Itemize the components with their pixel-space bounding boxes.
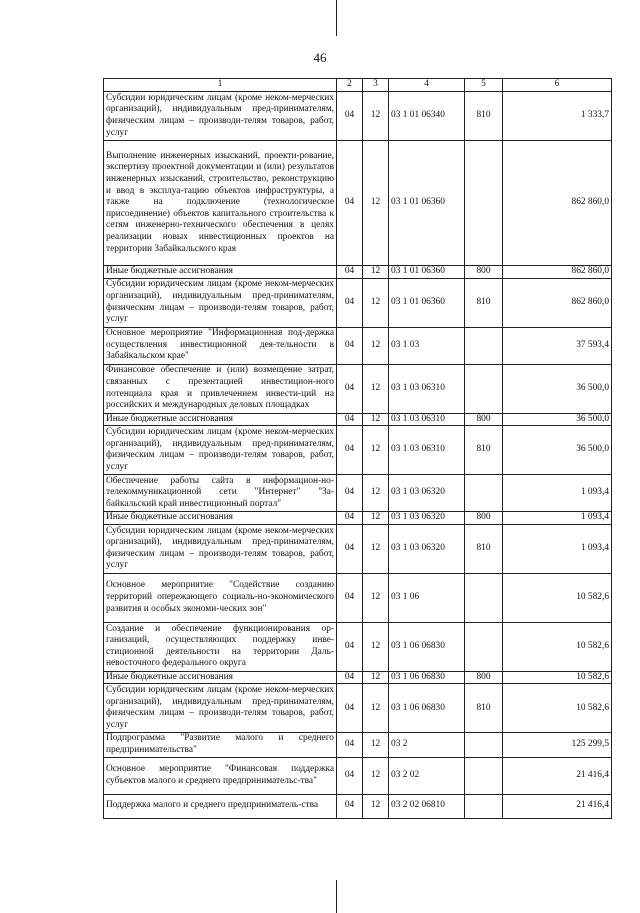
- col-header-expense-type: 5: [465, 79, 503, 92]
- row-subsection-cell: 12: [363, 622, 389, 671]
- row-amount-cell: 10 582,6: [503, 671, 612, 684]
- row-subsection-cell: 12: [363, 266, 389, 279]
- row-amount-cell: 36 500,0: [503, 364, 612, 413]
- row-section-cell: 04: [337, 92, 363, 141]
- row-subsection-cell: 12: [363, 684, 389, 733]
- row-expense-type-cell: [465, 364, 503, 413]
- row-target-article-cell: 03 1 01 06360: [389, 266, 465, 279]
- row-expense-type-cell: 800: [465, 413, 503, 426]
- table-row: [104, 327, 612, 364]
- table-row: [104, 475, 612, 512]
- row-name-cell: Субсидии юридическим лицам (кроме неком-мерческих организаций), индивидуальным пред-принимателям, физическим лицам – производи-телям товаров, работ, услуг: [104, 524, 337, 573]
- row-target-article-cell: 03 2 02: [389, 757, 465, 794]
- page-number: 46: [313, 50, 327, 65]
- row-section-cell: 04: [337, 757, 363, 794]
- row-section-cell: 04: [337, 733, 363, 757]
- row-name-cell: Основное мероприятие "Информационная под-держка осуществления инвестиционной дея-тельности в Забайкальском крае": [104, 327, 337, 364]
- col-header-target-article: 4: [389, 79, 465, 92]
- row-target-article-cell: 03 1 03 06310: [389, 364, 465, 413]
- row-expense-type-cell: 810: [465, 684, 503, 733]
- table-row: [104, 413, 612, 426]
- row-amount-cell: 1 093,4: [503, 512, 612, 525]
- row-name-cell: Иные бюджетные ассигнования: [104, 671, 337, 684]
- row-section-cell: 04: [337, 684, 363, 733]
- row-subsection-cell: 12: [363, 327, 389, 364]
- row-subsection-cell: 12: [363, 671, 389, 684]
- row-target-article-cell: 03 1 06 06830: [389, 684, 465, 733]
- row-expense-type-cell: 810: [465, 524, 503, 573]
- row-amount-cell: 10 582,6: [503, 622, 612, 671]
- row-name-cell: Подпрограмма "Развитие малого и среднего предпринимательства": [104, 733, 337, 757]
- row-amount-cell: 21 416,4: [503, 794, 612, 818]
- row-target-article-cell: 03 1 06 06830: [389, 671, 465, 684]
- row-section-cell: 04: [337, 413, 363, 426]
- row-amount-cell: 862 860,0: [503, 141, 612, 266]
- row-section-cell: 04: [337, 141, 363, 266]
- row-amount-cell: 37 593,4: [503, 327, 612, 364]
- row-amount-cell: 862 860,0: [503, 278, 612, 327]
- row-subsection-cell: 12: [363, 733, 389, 757]
- row-expense-type-cell: [465, 794, 503, 818]
- table-row: [104, 141, 612, 266]
- row-subsection-cell: 12: [363, 141, 389, 266]
- row-amount-cell: 1 333,7: [503, 92, 612, 141]
- row-target-article-cell: 03 1 03 06310: [389, 426, 465, 475]
- row-name-cell: Иные бюджетные ассигнования: [104, 413, 337, 426]
- table-row: [104, 266, 612, 279]
- row-expense-type-cell: 800: [465, 512, 503, 525]
- row-section-cell: 04: [337, 794, 363, 818]
- row-name-cell: Субсидии юридическим лицам (кроме неком-мерческих организаций), индивидуальным пред-принимателям, физическим лицам – производи-телям товаров, работ, услуг: [104, 92, 337, 141]
- row-subsection-cell: 12: [363, 512, 389, 525]
- row-subsection-cell: 12: [363, 794, 389, 818]
- row-section-cell: 04: [337, 524, 363, 573]
- row-name-cell: Обеспечение работы сайта в информацион-но-телекоммуникационной сети "Интернет" "За-байкальский край инвестиционный портал": [104, 475, 337, 512]
- row-target-article-cell: 03 1 06 06830: [389, 622, 465, 671]
- row-expense-type-cell: [465, 733, 503, 757]
- table-row: [104, 684, 612, 733]
- row-expense-type-cell: [465, 475, 503, 512]
- row-amount-cell: 125 299,5: [503, 733, 612, 757]
- row-subsection-cell: 12: [363, 413, 389, 426]
- row-expense-type-cell: 800: [465, 266, 503, 279]
- row-name-cell: Поддержка малого и среднего предприниматель-ства: [104, 794, 337, 818]
- table-row: [104, 364, 612, 413]
- table-row: [104, 733, 612, 757]
- col-header-amount: 6: [503, 79, 612, 92]
- row-section-cell: 04: [337, 364, 363, 413]
- row-expense-type-cell: [465, 757, 503, 794]
- table-row: [104, 622, 612, 671]
- row-name-cell: Создание и обеспечение функционирования ор-ганизаций, осуществляющих поддержку инве-стиционной деятельности на территории Даль-невосточного федерального округа: [104, 622, 337, 671]
- table-row: [104, 671, 612, 684]
- row-name-cell: Финансовое обеспечение и (или) возмещение затрат, связанных с презентацией инвестицион-ного потенциала края и привлечением инвести-ций на российских и международных деловых площадках: [104, 364, 337, 413]
- table-row: [104, 426, 612, 475]
- row-subsection-cell: 12: [363, 573, 389, 622]
- row-section-cell: 04: [337, 327, 363, 364]
- row-expense-type-cell: 810: [465, 278, 503, 327]
- row-name-cell: Основное мероприятие "Финансовая поддержка субъектов малого и среднего предпринимательс-тва": [104, 757, 337, 794]
- row-name-cell: Субсидии юридическим лицам (кроме неком-мерческих организаций), индивидуальным пред-принимателям, физическим лицам – производи-телям товаров, работ, услуг: [104, 684, 337, 733]
- row-expense-type-cell: [465, 327, 503, 364]
- row-section-cell: 04: [337, 278, 363, 327]
- row-target-article-cell: 03 1 03 06320: [389, 475, 465, 512]
- col-header-subsection: 3: [363, 79, 389, 92]
- row-section-cell: 04: [337, 573, 363, 622]
- row-expense-type-cell: 800: [465, 671, 503, 684]
- row-section-cell: 04: [337, 512, 363, 525]
- table-row: [104, 278, 612, 327]
- row-section-cell: 04: [337, 426, 363, 475]
- row-subsection-cell: 12: [363, 524, 389, 573]
- row-target-article-cell: 03 1 01 06360: [389, 141, 465, 266]
- row-subsection-cell: 12: [363, 475, 389, 512]
- row-amount-cell: 1 093,4: [503, 524, 612, 573]
- row-target-article-cell: 03 1 03: [389, 327, 465, 364]
- row-amount-cell: 36 500,0: [503, 413, 612, 426]
- row-subsection-cell: 12: [363, 364, 389, 413]
- row-target-article-cell: 03 2: [389, 733, 465, 757]
- row-name-cell: Субсидии юридическим лицам (кроме неком-мерческих организаций), индивидуальным пред-принимателям, физическим лицам – производи-телям товаров, работ, услуг: [104, 426, 337, 475]
- row-amount-cell: 10 582,6: [503, 573, 612, 622]
- row-subsection-cell: 12: [363, 426, 389, 475]
- table-row: [104, 92, 612, 141]
- row-target-article-cell: 03 1 01 06360: [389, 278, 465, 327]
- row-name-cell: Иные бюджетные ассигнования: [104, 266, 337, 279]
- row-amount-cell: 862 860,0: [503, 266, 612, 279]
- row-expense-type-cell: [465, 622, 503, 671]
- bottom-margin-line: [336, 880, 337, 913]
- table-row: [104, 512, 612, 525]
- row-amount-cell: 1 093,4: [503, 475, 612, 512]
- row-section-cell: 04: [337, 671, 363, 684]
- row-target-article-cell: 03 1 03 06310: [389, 413, 465, 426]
- row-target-article-cell: 03 1 06: [389, 573, 465, 622]
- row-expense-type-cell: [465, 141, 503, 266]
- budget-table: [103, 78, 612, 819]
- row-name-cell: Выполнение инженерных изысканий, проекти-рование, экспертизу проектной документации и (или) результатов инженерных изысканий, строительство, реконструкцию и ввод в эксплуа-тацию объектов инфраструктуры, а также на подключение (технологическое присоединение) объектов капитального строительства к сетям инженерно-технического обеспечения в целях реализации новых инвестиционных проектов на территории Забайкальского края: [104, 141, 337, 266]
- row-amount-cell: 36 500,0: [503, 426, 612, 475]
- row-name-cell: Субсидии юридическим лицам (кроме неком-мерческих организаций), индивидуальным пред-принимателям, физическим лицам – производи-телям товаров, работ, услуг: [104, 278, 337, 327]
- row-target-article-cell: 03 1 03 06320: [389, 512, 465, 525]
- row-section-cell: 04: [337, 475, 363, 512]
- row-section-cell: 04: [337, 622, 363, 671]
- row-section-cell: 04: [337, 266, 363, 279]
- table-row: [104, 794, 612, 818]
- row-target-article-cell: 03 1 01 06340: [389, 92, 465, 141]
- row-expense-type-cell: 810: [465, 426, 503, 475]
- col-header-name: 1: [104, 79, 337, 92]
- row-amount-cell: 21 416,4: [503, 757, 612, 794]
- col-header-section: 2: [337, 79, 363, 92]
- top-margin-line: [336, 0, 337, 36]
- table-row: [104, 573, 612, 622]
- row-target-article-cell: 03 2 02 06810: [389, 794, 465, 818]
- row-name-cell: Основное мероприятие "Содействие созданию территорий опережающего социаль-но-экономического развития и особых экономи-ческих зон": [104, 573, 337, 622]
- row-expense-type-cell: 810: [465, 92, 503, 141]
- table-row: [104, 757, 612, 794]
- row-subsection-cell: 12: [363, 92, 389, 141]
- row-amount-cell: 10 582,6: [503, 684, 612, 733]
- row-subsection-cell: 12: [363, 278, 389, 327]
- row-expense-type-cell: [465, 573, 503, 622]
- row-target-article-cell: 03 1 03 06320: [389, 524, 465, 573]
- table-header-row: [104, 79, 612, 92]
- row-name-cell: Иные бюджетные ассигнования: [104, 512, 337, 525]
- row-subsection-cell: 12: [363, 757, 389, 794]
- table-row: [104, 524, 612, 573]
